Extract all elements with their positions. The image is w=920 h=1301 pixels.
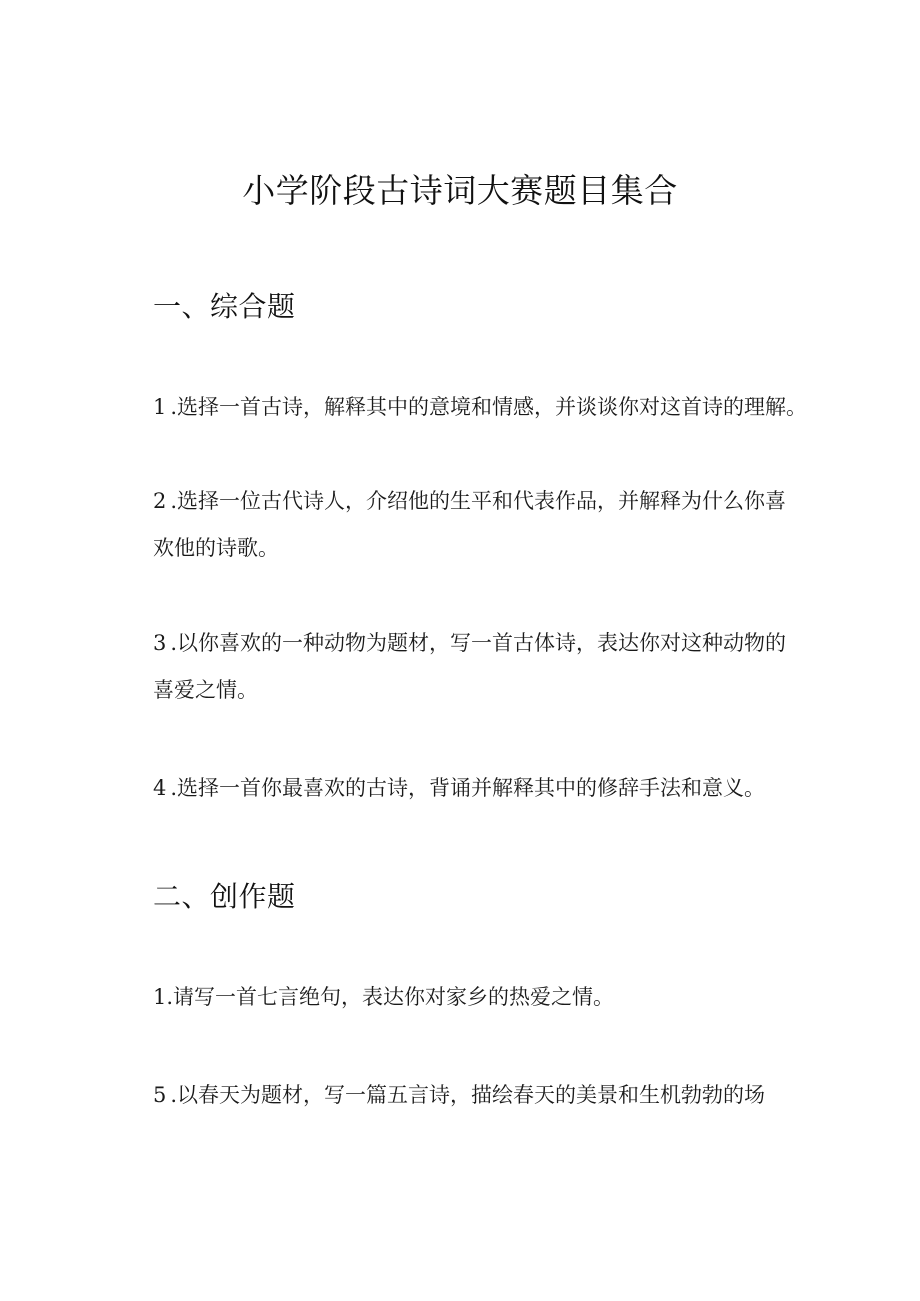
- question-number: 5: [153, 1083, 167, 1107]
- question-item: [153, 765, 821, 812]
- question-line: [153, 765, 821, 812]
- question-line: [153, 384, 821, 431]
- question-line: [153, 620, 821, 667]
- question-number: 3: [153, 631, 167, 655]
- question-text: .以春天为题材，写一篇五言诗，描绘春天的美景和生机勃勃的场: [170, 1083, 766, 1107]
- question-text: .选择一首古诗，解释其中的意境和情感，并谈谈你对这首诗的理解。: [170, 395, 808, 419]
- question-line: [153, 1072, 821, 1119]
- question-line: 喜爱之情。: [153, 678, 258, 702]
- question-item: [153, 620, 821, 714]
- question-text: .以你喜欢的一种动物为题材，写一首古体诗，表达你对这种动物的: [170, 631, 787, 655]
- question-item: [153, 1072, 821, 1119]
- question-number: 4: [153, 776, 167, 800]
- section-heading-comprehensive: 一、综合题: [153, 290, 296, 323]
- document-title: 小学阶段古诗词大赛题目集合: [242, 171, 678, 210]
- question-item: [153, 974, 821, 1021]
- question-text: .选择一位古代诗人，介绍他的生平和代表作品，并解释为什么你喜: [170, 489, 787, 513]
- question-text: .请写一首七言绝句，表达你对家乡的热爱之情。: [166, 985, 615, 1009]
- section-heading-creative: 二、创作题: [153, 880, 296, 913]
- question-item: [153, 384, 821, 431]
- question-number: 1: [153, 985, 167, 1009]
- question-text: .选择一首你最喜欢的古诗，背诵并解释其中的修辞手法和意义。: [170, 776, 766, 800]
- question-number: 1: [153, 395, 167, 419]
- question-number: 2: [153, 489, 167, 513]
- question-line: [153, 974, 821, 1021]
- question-line: 欢他的诗歌。: [153, 536, 279, 560]
- question-item: [153, 478, 821, 572]
- question-line: [153, 478, 821, 525]
